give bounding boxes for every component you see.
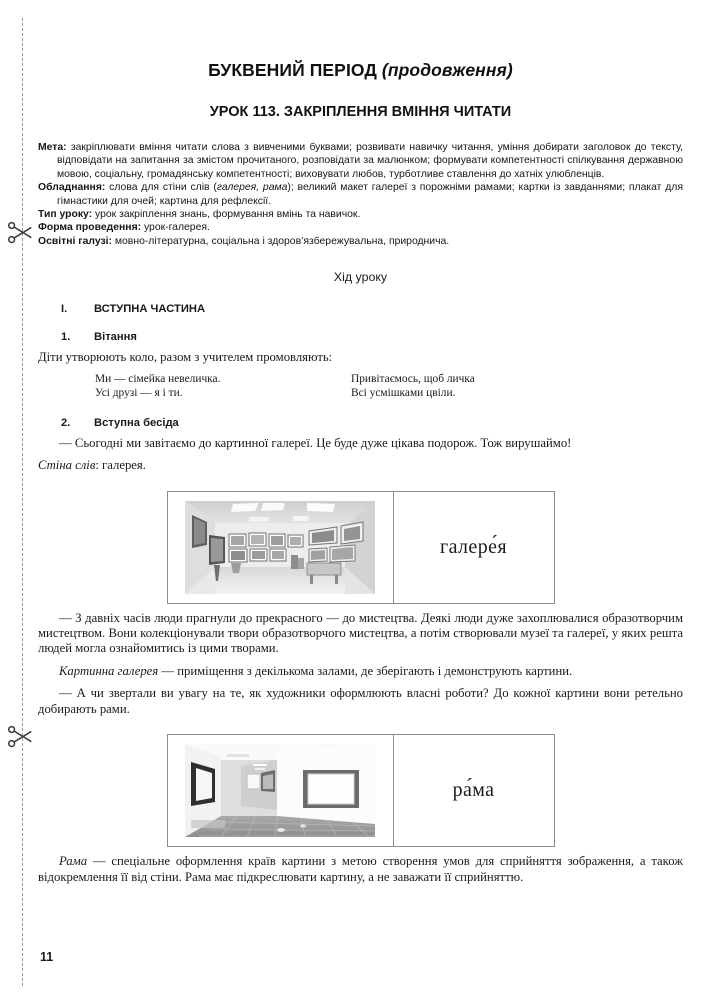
meta-branches [38, 235, 683, 248]
word-wall-label: Стіна слів [38, 458, 96, 473]
verse-line: Ми — сімейка невеличка. [95, 372, 221, 385]
meta-goal [38, 141, 683, 181]
page-title-main: БУКВЕНИЙ ПЕРІОД [208, 60, 382, 80]
subsection-number: 1. [61, 331, 71, 344]
definition-gallery-text: — приміщення з декількома залами, де зберігають і демонструють картини. [158, 663, 573, 678]
verse-column-right [343, 372, 683, 401]
meta-form-text: урок-галерея. [141, 222, 210, 234]
definition-frame [38, 854, 683, 885]
word-card-galereya [167, 491, 555, 604]
meta-equipment-words: галерея, рама [216, 182, 288, 194]
definition-gallery [38, 664, 683, 679]
cut-dashed-line [22, 18, 23, 986]
verse-line: Усі друзі — я і ти. [95, 387, 183, 400]
meta-equipment [38, 181, 683, 208]
subsection-heading-greeting [38, 331, 683, 343]
lesson-meta-block [38, 141, 683, 248]
scissors-icon [6, 722, 36, 752]
definition-frame-text: — спеціальне оформлення країв картини з метою створення умов для сприйняття зображення, а також відокремлення її від стіни. Рама має підкреслювати картину, а не заважати її сприйняттю. [38, 854, 683, 884]
term-kartynna-halereya: Картинна галерея [59, 663, 159, 678]
section-label: ВСТУПНА ЧАСТИНА [94, 303, 206, 316]
meta-equipment-label: Обладнання: [38, 182, 106, 194]
greeting-verse [38, 372, 683, 401]
scissors-icon [6, 218, 36, 248]
meta-lesson-type-label: Тип уроку: [38, 209, 93, 221]
gallery-room-photo [168, 492, 394, 603]
frames-question-paragraph: — А чи звертали ви увагу на те, як художники оформлюють власні роботи? До кожної картини вони ретельно добирають рами. [38, 686, 683, 716]
verse-line: Всі усмішками цвіли. [351, 387, 456, 400]
term-rama: Рама [59, 854, 88, 869]
verse-line: Привітаємось, щоб личка [351, 372, 475, 385]
section-heading-part-one [38, 303, 683, 315]
course-heading: Хід уроку [333, 270, 388, 285]
word-wall-line [38, 458, 683, 473]
greeting-intro-text: Діти утворюють коло, разом з учителем промовляють: [38, 350, 333, 365]
lesson-title: УРОК 113. ЗАКРІПЛЕННЯ ВМІННЯ ЧИТАТИ [209, 104, 512, 120]
meta-equipment-text-2: ); великий макет галереї з порожніми рамами; картки із завданнями; плакат для гімнастики для очей; картина для рефлексії. [57, 182, 683, 207]
gallery-frame-photo [168, 735, 394, 846]
meta-form-label: Форма проведення: [38, 222, 142, 234]
subsection-heading-intro-talk [38, 417, 683, 429]
meta-equipment-text-1: слова для стіни слів ( [105, 182, 217, 194]
page-number: 11 [38, 948, 63, 966]
meta-branches-label: Освітні галузі: [38, 235, 112, 247]
meta-lesson-type [38, 208, 683, 221]
page-title [38, 0, 683, 81]
word-card-rama [167, 734, 555, 847]
word-label-galereya: галере́я [440, 535, 507, 558]
history-paragraph: — З давніх часів люди прагнули до прекрасного — до мистецтва. Деякі люди дуже захоплювалися образотворчим мистецтвом. Вони колекціонували твори образотворчого мистецтва, а потім створювали музеї та галереї, у яких решта людей могла ознайомитись із цими творами. [38, 610, 683, 656]
intro-talk-paragraph: — Сьогодні ми завітаємо до картинної галереї. Це буде дуже цікава подорож. Тож вирушаймо! [59, 435, 572, 450]
subsection-label: Вітання [94, 331, 137, 344]
page-title-continuation: (продовження) [381, 60, 513, 80]
word-label-rama: ра́ма [452, 779, 495, 802]
meta-branches-text: мовно-літературна, соціальна і здоров’язбережувальна, природнича. [112, 235, 450, 247]
meta-form [38, 221, 683, 234]
word-wall-value: : галерея. [95, 458, 146, 473]
verse-column-left [38, 372, 343, 401]
meta-goal-text: закріплювати вміння читати слова з вивченими буквами; розвивати навичку читання, уміння добирати заголовок до тексту, відповідати на запитання за змістом прочитаного, розповідати за малюнком; формувати компетентності спілкування державною мовою, соціальну, громадянську компетентності; виховувати любов, турботливе ставлення до хатніх улюбленців. [57, 142, 683, 180]
subsection-label: Вступна бесіда [94, 416, 179, 429]
section-number: I. [61, 303, 68, 316]
meta-lesson-type-text: урок закріплення знань, формування вмінь та навичок. [92, 209, 361, 221]
subsection-number: 2. [61, 416, 71, 429]
meta-goal-label: Мета: [38, 142, 67, 153]
page-content [38, 0, 683, 1000]
